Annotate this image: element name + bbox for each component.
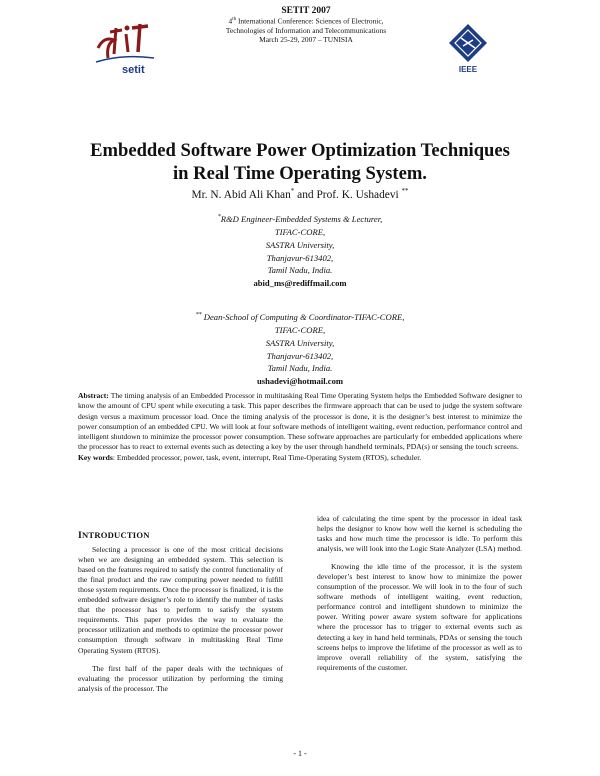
author-joiner: and Prof. K. Ushadevi [294, 188, 402, 201]
page-header [0, 0, 600, 80]
column-right [317, 514, 522, 681]
ieee-logo [447, 22, 489, 74]
affiliation-2-email[interactable]: ushadevi@hotmail.com [256, 376, 344, 387]
paper-title [40, 139, 560, 185]
affiliation-1-city: Thanjavur-613402, [266, 252, 334, 263]
conference-line-1: 4th International Conference: Sciences of Electronic, [228, 16, 384, 26]
affiliation-2 [120, 309, 480, 388]
keywords-label: Key words [78, 453, 113, 462]
conference-line-2: Technologies of Information and Telecommunications [225, 25, 387, 35]
author-1: Mr. N. Abid Ali Khan [191, 188, 291, 201]
abstract-text: The timing analysis of an Embedded Processor in multitasking Real Time Operating System helps the Embedded Software designer to know the amount of CPU spent while executing a task. This paper describes the firmware approach that can be used to judge the system software design versus a maximum processor load. Once the timing analysis of the processor is done, it is the designer’s best interest to minimize the power consumption of an embedded CPU. We will look at four software methods of intelligent waiting, event reduction, performance control and intelligent shutdown to minimize the processor power consumption. These software approaches are particularly for embedded applications where the processor has to react to external events such as detecting a key by the user through handheld terminals, PDA(s) or sensing the touch screens. [78, 391, 522, 452]
keywords [78, 453, 522, 463]
intro-paragraph-3: idea of calculating the time spent by the processor in ideal task helps the designer to know how well the kernel is scheduling the tasks and how much time the processor is idle. To perform this analysis, we will look into the Logic State Analyzer (LSA) method. [317, 514, 522, 554]
conference-line-3: March 25-29, 2007 – TUNISIA [259, 34, 353, 44]
abstract [78, 391, 522, 453]
conference-title: SETIT 2007 [281, 6, 331, 16]
affiliation-2-univ: SASTRA University, [265, 337, 335, 348]
authors: Mr. N. Abid Ali Khan* and Prof. K. Ushadevi ** [191, 187, 409, 201]
page-number: - 1 - [293, 749, 307, 758]
svg-text:IEEE: IEEE [458, 65, 478, 74]
affiliation-1-univ: SASTRA University, [265, 239, 335, 250]
abstract-label: Abstract: [78, 391, 109, 400]
affiliation-1-role: *R&D Engineer-Embedded Systems & Lecturer, [217, 213, 383, 224]
section-heading-introduction: INTRODUCTION [78, 530, 150, 541]
affiliation-1 [120, 211, 480, 290]
intro-paragraph-1: Selecting a processor is one of the most critical decisions when we are designing an embedded system. This selection is based on the features required to satisfy the control functionality of the final product and the raw computing power needed to fulfill those system requirements. Once the processor is finalized, it is the embedded software designer’s role to identify the number of tasks that the processor has to perform to satisfy the system requirements. This paper provides the way to evaluate the processor utilization and methods to optimize the processor power consumption through software in multitasking Real Time Operating System (RTOS). [78, 545, 283, 655]
keywords-text: : Embedded processor, power, task, event, interrupt, Real Time-Operating System (RTOS), scheduler. [112, 453, 422, 462]
svg-text:setit: setit [122, 64, 145, 76]
affiliation-1-email[interactable]: abid_ms@rediffmail.com [253, 278, 347, 289]
intro-paragraph-4: Knowing the idle time of the processor, it is the system developer’s best interest to know how to minimize the power consumption of the processor. We will look in to the four of such software methods of intelligent waiting, event reduction, performance control and intelligent shutdown to minimize the power. Writing power aware system software for applications where the processor has to trigger to external events such as detecting a key in hand held terminals, PDAs or sensing the touch screens helps to improve the lifetime of the processor as well as to improve overall reliability of the system, satisfying the requirements of the customer. [317, 562, 522, 672]
affiliation-2-state: Tamil Nadu, India. [267, 363, 333, 374]
column-left [78, 530, 283, 702]
affiliation-2-org: TIFAC-CORE, [274, 324, 326, 335]
paper-title-line-2: in Real Time Operating System. [173, 163, 427, 184]
affiliation-2-role: ** Dean-School of Computing & Coordinator-TIFAC-CORE, [195, 311, 405, 322]
setit-logo [92, 18, 158, 76]
paper-title-line-1: Embedded Software Power Optimization Techniques [90, 140, 510, 161]
affiliation-1-org: TIFAC-CORE, [274, 226, 326, 237]
conference-info [190, 6, 422, 44]
affiliation-1-state: Tamil Nadu, India. [267, 265, 333, 276]
intro-paragraph-2: The first half of the paper deals with the techniques of evaluating the processor utilization by performing the timing analysis of the processor. The [78, 663, 283, 693]
affiliation-2-city: Thanjavur-613402, [266, 350, 334, 361]
